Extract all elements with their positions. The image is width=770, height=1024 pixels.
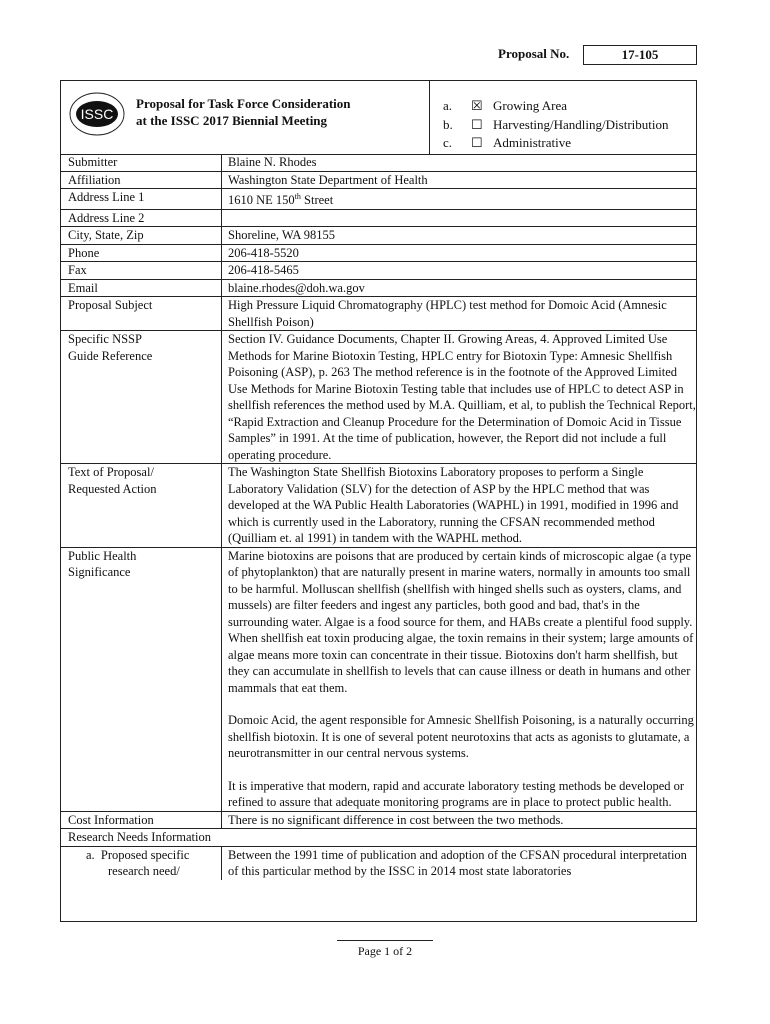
field-row-affiliation [61,172,696,190]
field-row-address2 [61,210,696,228]
field-row-email [61,280,696,298]
public-health-paragraph: Marine biotoxins are poisons that are produced by certain kinds of microscopic algae (a type of phytoplankton) that are naturally present in marine waters, normally in amounts too small to be harmful. Molluscan shellfish (shellfish with hinged shells such as oysters, clams, and mussels) are filter feeders and ingest any particles, both good and bad, that's in the surrounding water. Algae is a food source for them, and HABs create a plentiful food supply. When shellfish eat toxin producing algae, the toxin remains in their system; large amounts of algae means more toxin can concentrate in their tissue. Biotoxins don't harm shellfish, but they can accumulate in shellfish to levels that can cause illness or death in humans and other mammals that eat them. [228,548,694,695]
form-title [136,95,351,129]
issc-logo [68,91,126,137]
category-list [443,97,668,153]
field-label: Address Line 1 [61,189,222,210]
checked-checkbox-icon[interactable]: ☒ [471,98,483,113]
submitter-value: Blaine N. Rhodes [222,154,696,172]
text-of-proposal-value: The Washington State Shellfish Biotoxins Laboratory proposes to perform a Single Laboratory Validation (SLV) for the detection of ASP by the HPLC method that was developed at the WA Public Health Laboratories (WAPHL) in 1991, modified in 1996 and which is currently used in the Laboratory, running the CFSAN recommended method (Quilliam et. al 1991) in tandem with the WAPHL method. [222,464,696,548]
category-letter: c. [443,135,453,150]
logo-text: ISSC [80,106,114,122]
form-title-line2: at the ISSC 2017 Biennial Meeting [136,113,328,128]
category-growing-area[interactable] [443,97,668,116]
city-value: Shoreline, WA 98155 [222,227,696,245]
field-row-submitter [61,154,696,172]
form-fields [61,154,696,880]
field-label: Proposal Subject [61,297,222,331]
field-row-cost [61,812,696,830]
category-label: Harvesting/Handling/Distribution [493,116,669,132]
field-label-line1: Text of Proposal/ [68,465,154,480]
email-value: blaine.rhodes@doh.wa.gov [222,280,696,298]
address1-value [222,189,696,210]
fax-value: 206-418-5465 [222,262,696,280]
public-health-paragraph: It is imperative that modern, rapid and accurate laboratory testing methods be developed or refined to assure that adequate monitoring programs are in place to protect public health. [228,778,685,810]
field-label: Email [61,280,222,298]
field-label [61,847,222,880]
field-row-public-health [61,548,696,812]
form-header [61,81,696,155]
field-label: Submitter [61,154,222,172]
field-label: Address Line 2 [61,210,222,228]
category-letter: b. [443,116,453,132]
address1-sup: th [294,192,301,201]
field-label-line2: research need/ [108,864,180,879]
field-label-line1: Public Health [68,548,137,563]
category-harvesting[interactable] [443,116,668,135]
field-label [61,331,222,464]
field-label: City, State, Zip [61,227,222,245]
field-row-fax [61,262,696,280]
field-label [61,548,222,812]
footer-rule [337,940,433,941]
field-label: Phone [61,245,222,263]
checkbox-icon[interactable]: ☐ [471,135,483,150]
field-label [61,464,222,548]
field-label: Affiliation [61,172,222,190]
proposal-number-value: 17-105 [583,45,697,65]
category-administrative[interactable] [443,134,668,153]
field-label-line1: Specific NSSP [68,332,142,347]
category-label: Administrative [493,135,571,150]
public-health-value [222,548,696,812]
proposal-number-label: Proposal No. [498,46,570,61]
phone-value: 206-418-5520 [222,245,696,263]
field-row-nssp [61,331,696,464]
address1-prefix: 1610 NE 150 [228,193,295,208]
form-title-line1: Proposal for Task Force Consideration [136,96,351,111]
field-row-text-of-proposal [61,464,696,548]
field-label-line2: Guide Reference [68,348,153,363]
field-label-line1: a. Proposed specific [86,847,190,862]
field-label: Fax [61,262,222,280]
field-label-line2: Significance [68,565,131,580]
page-number: Page 1 of 2 [357,944,413,958]
checkbox-icon[interactable]: ☐ [471,116,483,132]
affiliation-value: Washington State Department of Health [222,172,696,190]
field-row-research [61,829,696,847]
field-label: Cost Information [61,812,222,830]
field-row-subject [61,297,696,331]
field-row-address1 [61,189,696,210]
field-row-city [61,227,696,245]
field-row-phone [61,245,696,263]
category-label: Growing Area [493,98,568,113]
section-label: Research Needs Information [61,829,696,847]
subject-value: High Pressure Liquid Chromatography (HPLC) test method for Domoic Acid (Amnesic Shellfish Poison) [222,297,696,331]
field-label-line2: Requested Action [68,481,157,496]
address2-value [222,210,696,228]
research-a-value: Between the 1991 time of publication and adoption of the CFSAN procedural interpretation of this particular method by the ISSC in 2014 most state laboratories [228,847,687,879]
public-health-paragraph: Domoic Acid, the agent responsible for Amnesic Shellfish Poisoning, is a naturally occurring shellfish biotoxin. It is one of several potent neurotoxins that acts as agonists to glutamate, a neurotransmitter in our central nervous systems. [228,713,694,761]
cost-value: There is no significant difference in cost between the two methods. [222,812,696,830]
field-row-research-a [61,847,696,880]
proposal-form [60,80,697,922]
nssp-value: Section IV. Guidance Documents, Chapter II. Growing Areas, 4. Approved Limited Use Methods for Marine Biotoxin Testing, HPLC entry for Biotoxin Type: Amnesic Shellfish Poisoning (ASP), p. 263 The method reference is in the footnote of the Approved Limited Use Methods for Marine Biotoxin Testing table that includes use of HPLC to detect ASP in shellfish references the method used by M.A. Quilliam, et al, to publish the Technical Report, “Rapid Extraction and Cleanup Procedure for the Determination of Domoic Acid in Tissue Samples” in 1991. At the time of publication, however, the Report did not include a full operating procedure. [222,331,696,464]
header-divider [429,81,430,154]
address1-suffix: Street [300,193,334,208]
category-letter: a. [443,98,453,113]
